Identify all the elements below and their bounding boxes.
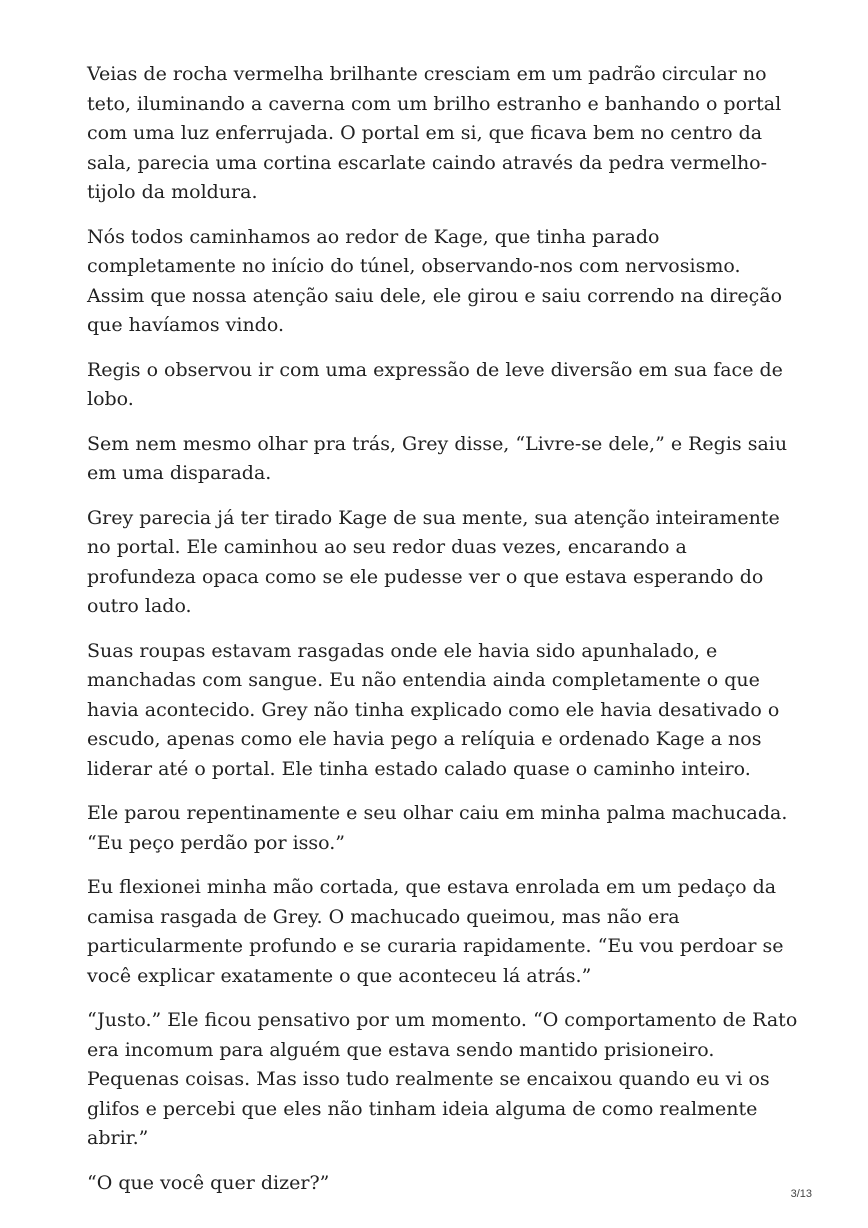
paragraph-3: Regis o observou ir com uma expressão de leve diversão em sua face de lobo.	[87, 358, 783, 410]
paragraph-4: Sem nem mesmo olhar pra trás, Grey disse, “Livre-se dele,” e Regis saiu em uma disparada.	[87, 432, 788, 484]
page-number: 3/13	[790, 1188, 812, 1200]
paragraph-7: Ele parou repentinamente e seu olhar caiu em minha palma machucada. “Eu peço perdão por isso.”	[87, 802, 788, 854]
paragraph-1: Veias de rocha vermelha brilhante cresciam em um padrão circular no teto, iluminando a caverna com um brilho estranho e banhando o portal com uma luz enferrujada. O portal em si, que ficava bem no centro da sala, parecia uma cortina escarlate caindo através da pedra vermelho-tijolo da moldura.	[87, 63, 782, 203]
paragraph-8: Eu flexionei minha mão cortada, que estava enrolada em um pedaço da camisa rasgada de Grey. O machucado queimou, mas não era particularmente profundo e se curaria rapidamente. “Eu vou perdoar se você explicar exatamente o que aconteceu lá atrás.”	[87, 876, 784, 987]
paragraph-2: Nós todos caminhamos ao redor de Kage, que tinha parado completamente no início do túnel, observando-nos com nervosismo. Assim que nossa atenção saiu dele, ele girou e saiu correndo na direção que havíamos vindo.	[87, 225, 783, 336]
document-body	[87, 60, 799, 1213]
paragraph-6: Suas roupas estavam rasgadas onde ele havia sido apunhalado, e manchadas com sangue. Eu não entendia ainda completamente o que havia acontecido. Grey não tinha explicado como ele havia desativado o escudo, apenas como ele havia pego a relíquia e ordenado Kage a nos liderar até o portal. Ele tinha estado calado quase o caminho inteiro.	[87, 639, 780, 780]
paragraph-9: “Justo.” Ele ficou pensativo por um momento. “O comportamento de Rato era incomum para alguém que estava sendo mantido prisioneiro. Pequenas coisas. Mas isso tudo realmente se encaixou quando eu vi os glifos e percebi que eles não tinham ideia alguma de como realmente abrir.”	[87, 1009, 798, 1149]
paragraph-10: “O que você quer dizer?”	[87, 1171, 330, 1194]
paragraph-5: Grey parecia já ter tirado Kage de sua mente, sua atenção inteiramente no portal. Ele caminhou ao seu redor duas vezes, encarando a profundeza opaca como se ele pudesse ver o que estava esperando do outro lado.	[87, 506, 780, 617]
